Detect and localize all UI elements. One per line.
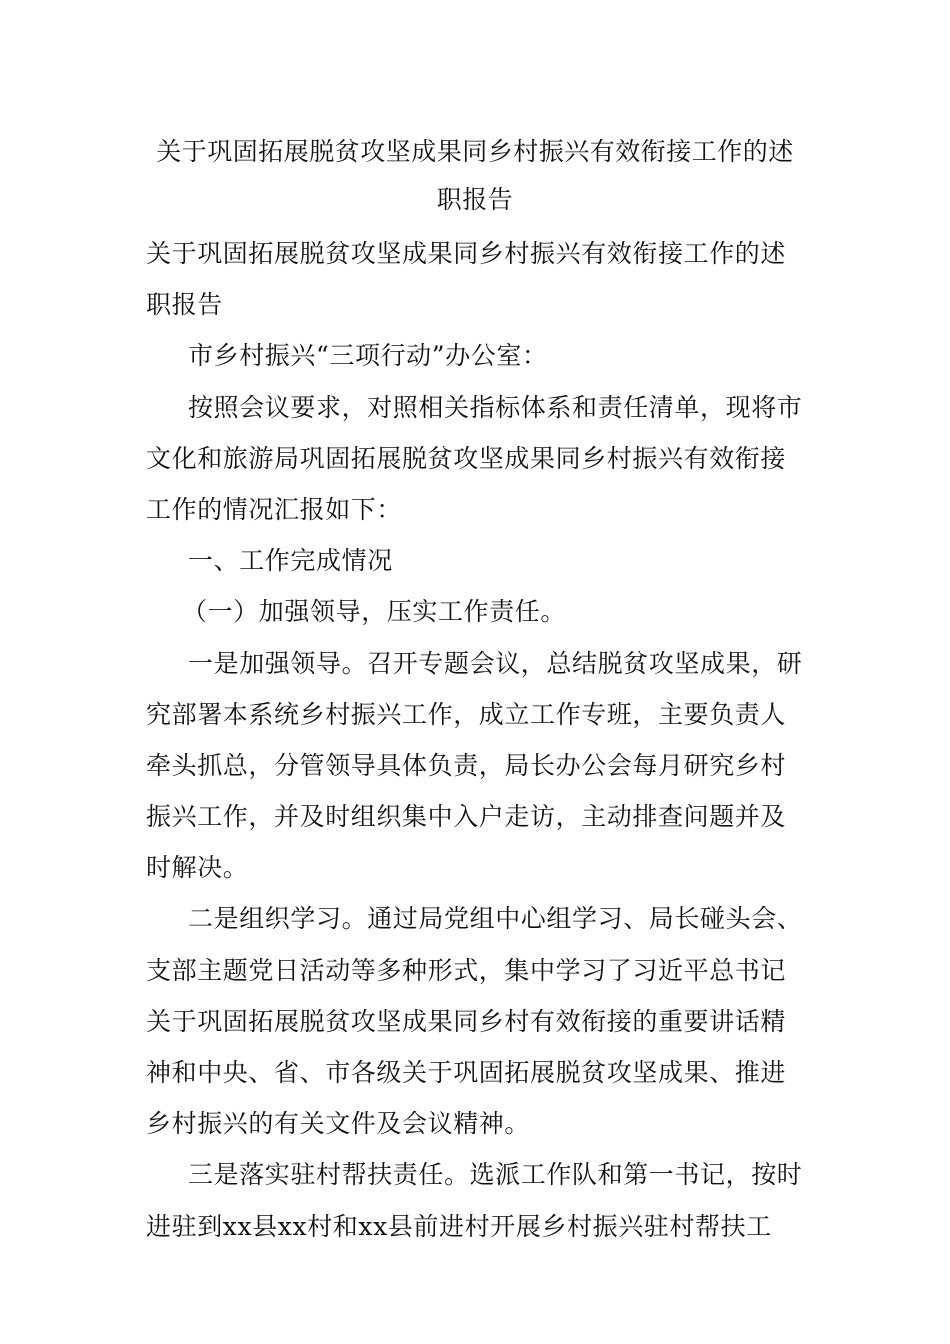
body-line: 进驻到xx县xx村和xx县前进村开展乡村振兴驻村帮扶工 xyxy=(146,1211,772,1241)
document-body xyxy=(146,228,810,1252)
body-line: 关于巩固拓展脱贫攻坚成果同乡村振兴有效衔接工作的述 xyxy=(146,239,787,268)
subsection-heading: （一）加强领导，压实工作责任。 xyxy=(182,597,567,627)
body-line: 支部主题党日活动等多种形式，集中学习了习近平总书记 xyxy=(146,955,787,985)
body-line: 究部署本系统乡村振兴工作，成立工作专班，主要负责人 xyxy=(146,699,787,729)
document-title-line-1: 关于巩固拓展脱贫攻坚成果同乡村振兴有效衔接工作的述 xyxy=(156,137,794,166)
body-line: 工作的情况汇报如下： xyxy=(146,494,403,524)
body-line: 按照会议要求，对照相关指标体系和责任清单，现将市 xyxy=(188,392,803,422)
body-line: 三是落实驻村帮扶责任。选派工作队和第一书记，按时 xyxy=(188,1160,803,1190)
body-line: 二是组织学习。通过局党组中心组学习、局长碰头会、 xyxy=(188,904,803,934)
body-line: 神和中央、省、市各级关于巩固拓展脱贫攻坚成果、推进 xyxy=(146,1058,787,1087)
salutation: 市乡村振兴“三项行动”办公室： xyxy=(188,341,548,371)
body-line: 文化和旅游局巩固拓展脱贫攻坚成果同乡村振兴有效衔接 xyxy=(146,443,787,473)
body-line: 时解决。 xyxy=(146,853,249,883)
body-line: 振兴工作，并及时组织集中入户走访，主动排查问题并及 xyxy=(146,802,787,832)
body-line: 乡村振兴的有关文件及会议精神。 xyxy=(146,1109,531,1139)
body-line: 关于巩固拓展脱贫攻坚成果同乡村有效衔接的重要讲话精 xyxy=(146,1006,787,1036)
body-line: 职报告 xyxy=(146,290,223,320)
section-heading: 一、工作完成情况 xyxy=(188,546,393,576)
body-line: 牵头抓总，分管领导具体负责，局长办公会每月研究乡村 xyxy=(146,750,787,780)
body-line: 一是加强领导。召开专题会议，总结脱贫攻坚成果，研 xyxy=(188,648,803,678)
document-title-line-2: 职报告 xyxy=(436,185,514,214)
